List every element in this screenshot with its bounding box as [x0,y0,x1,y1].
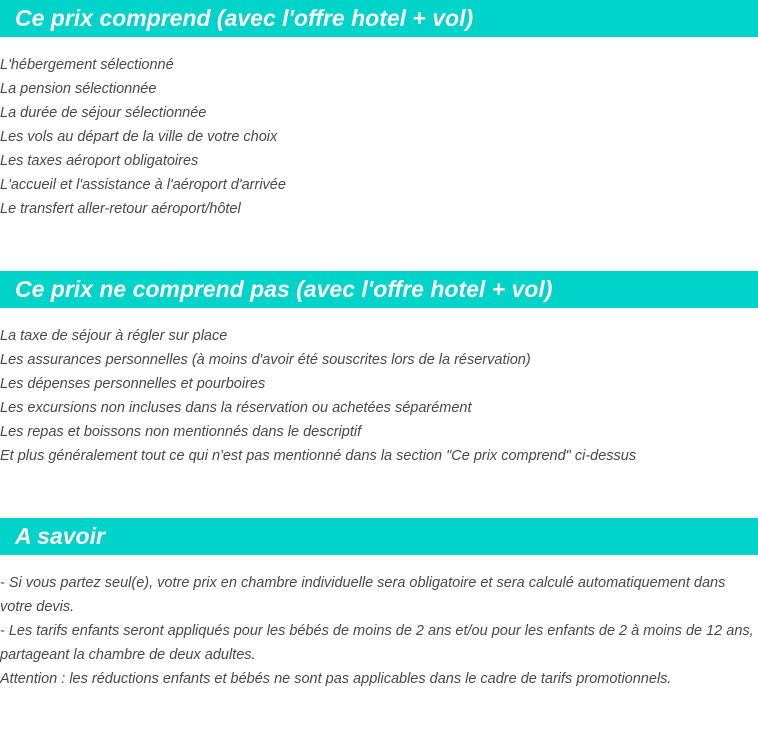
list-item: Les repas et boissons non mentionnés dans le descriptif [0,424,362,440]
not-included-list [0,324,758,468]
list-item: Les dépenses personnelles et pourboires [0,376,266,392]
list-item: L'hébergement sélectionné [0,57,174,73]
list-item: Les vols au départ de la ville de votre choix [0,129,278,145]
a-savoir-list [0,571,758,691]
section-title-included: Ce prix comprend (avec l'offre hotel + vol) [0,0,758,37]
list-item: Le transfert aller-retour aéroport/hôtel [0,201,241,217]
list-item: Les taxes aéroport obligatoires [0,153,199,169]
list-item: Attention : les réductions enfants et bébés ne sont pas applicables dans le cadre de tarifs promotionnels. [0,671,672,687]
list-item: La pension sélectionnée [0,81,157,97]
section-title-a-savoir: A savoir [0,518,758,555]
included-list [0,53,758,221]
list-item: Les assurances personnelles (à moins d'avoir été souscrites lors de la réservation) [0,352,531,368]
section-title-not-included: Ce prix ne comprend pas (avec l'offre hotel + vol) [0,271,758,308]
list-item: - Les tarifs enfants seront appliqués pour les bébés de moins de 2 ans et/ou pour les enfants de 2 à moins de 12 ans, partageant la chambre de deux adultes. [0,623,754,663]
list-item: - Si vous partez seul(e), votre prix en chambre individuelle sera obligatoire et sera calculé automatiquement dans votre devis. [0,575,726,615]
list-item: Les excursions non incluses dans la réservation ou achetées séparément [0,400,472,416]
list-item: La taxe de séjour à régler sur place [0,328,228,344]
list-item: Et plus généralement tout ce qui n'est pas mentionné dans la section "Ce prix comprend" ci-dessus [0,448,637,464]
list-item: L'accueil et l'assistance à l'aéroport d'arrivée [0,177,286,193]
list-item: La durée de séjour sélectionnée [0,105,207,121]
